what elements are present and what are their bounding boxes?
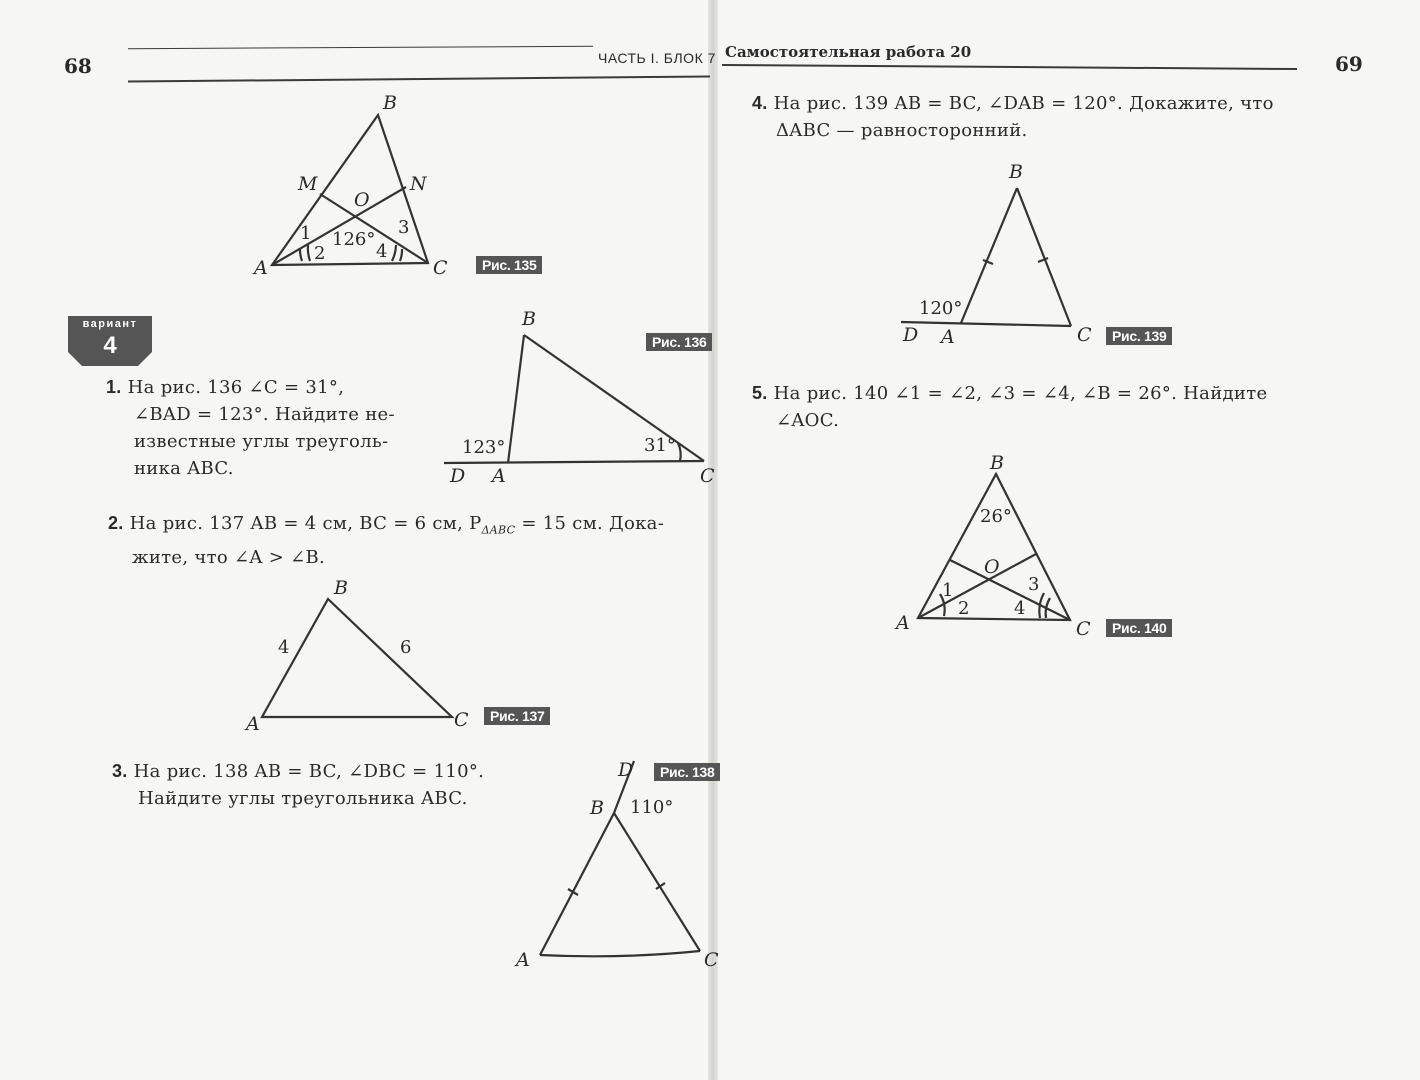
figure-140	[892, 450, 1102, 650]
fig137-label-C: C	[454, 709, 469, 731]
task-1-line-1: На рис. 136 ∠C = 31°,	[127, 377, 345, 398]
task-2-number: 2.	[108, 513, 124, 533]
fig137-side-BC: 6	[400, 637, 412, 658]
fig135-label-C: C	[433, 257, 448, 279]
task-3-line-2: Найдите углы треугольника ABC.	[138, 788, 468, 809]
fig140-angle-1: 1	[942, 580, 954, 601]
left-page-number: 68	[64, 54, 92, 78]
fig140-label-B: B	[990, 452, 1004, 474]
fig136-label-B: B	[522, 308, 536, 330]
fig135-label-O: O	[354, 189, 370, 211]
fig140-angle-2: 2	[958, 598, 970, 619]
fig136-label-C: C	[700, 465, 715, 487]
fig138-label-C: C	[704, 949, 719, 971]
fig139-label-D: D	[903, 324, 919, 346]
task-2-line-2: жите, что ∠A > ∠B.	[132, 546, 326, 568]
task-1-line-4: ника ABC.	[134, 458, 234, 479]
figure-138	[510, 755, 719, 975]
task-5-number: 5.	[752, 383, 768, 403]
fig140-angle-4: 4	[1014, 598, 1026, 619]
fig139-label-B: B	[1009, 161, 1023, 183]
fig139-angle-120: 120°	[919, 298, 963, 319]
fig136-angle-123: 123°	[462, 437, 506, 458]
right-page-number: 69	[1335, 52, 1363, 76]
task-5	[752, 380, 1364, 434]
fig137-label-B: B	[334, 577, 348, 599]
fig136-label-D: D	[450, 465, 466, 487]
task-3-number: 3.	[112, 761, 128, 781]
fig140-caption: Рис. 140	[1106, 619, 1172, 637]
task-2-line-1: На рис. 137 AB = 4 см, BC = 6 см, P	[129, 513, 482, 534]
fig135-angle-4: 4	[376, 241, 388, 262]
fig140-angle-3: 3	[1028, 574, 1040, 595]
task-5-line-2: ∠AOC.	[776, 410, 840, 431]
fig138-label-B: B	[590, 797, 604, 819]
fig139-caption: Рис. 139	[1106, 327, 1172, 345]
task-3-line-1: На рис. 138 AB = BC, ∠DBC = 110°.	[133, 761, 485, 782]
fig138-label-A: A	[516, 949, 530, 971]
task-3	[112, 758, 532, 812]
fig138-angle-110: 110°	[630, 797, 674, 818]
figure-140-drawing	[892, 450, 1102, 650]
task-1-line-3: известные углы треуголь-	[134, 431, 389, 452]
fig135-caption: Рис. 135	[476, 256, 542, 274]
fig135-angle-2: 2	[314, 243, 326, 264]
task-1-line-2: ∠BAD = 123°. Найдите не-	[134, 404, 395, 425]
fig139-label-C: C	[1077, 324, 1092, 346]
fig136-caption: Рис. 136	[646, 333, 712, 351]
fig135-label-A: A	[254, 257, 268, 279]
task-4-number: 4.	[752, 93, 768, 113]
variant-word: вариант	[82, 318, 138, 330]
fig138-caption: Рис. 138	[654, 763, 720, 781]
fig140-label-C: C	[1076, 618, 1091, 640]
fig140-label-A: A	[896, 612, 910, 634]
fig137-label-A: A	[246, 713, 260, 735]
right-running-head: Самостоятельная работа 20	[725, 43, 972, 61]
fig135-angle-1: 1	[300, 223, 312, 244]
task-5-line-1: На рис. 140 ∠1 = ∠2, ∠3 = ∠4, ∠B = 26°. Найдите	[773, 383, 1268, 404]
fig140-label-O: O	[984, 556, 1000, 578]
task-4-line-1: На рис. 139 AB = BC, ∠DAB = 120°. Докажите, что	[773, 93, 1274, 114]
task-2-line-1b: = 15 см. Дока-	[515, 513, 665, 534]
fig135-angle-3: 3	[398, 217, 410, 238]
fig135-angle-126: 126°	[332, 229, 376, 250]
fig136-label-A: A	[492, 465, 506, 487]
fig135-label-N: N	[410, 173, 427, 195]
left-running-head: ЧАСТЬ I. БЛОК 7	[598, 50, 716, 66]
task-1	[106, 374, 426, 482]
task-4-line-2: ΔABC — равносторонний.	[776, 120, 1028, 141]
task-2	[108, 510, 712, 571]
fig135-label-B: B	[383, 92, 397, 114]
fig135-label-M: M	[298, 173, 318, 195]
variant-number: 4	[103, 332, 117, 359]
fig136-angle-31: 31°	[644, 435, 676, 456]
fig137-caption: Рис. 137	[484, 707, 550, 725]
task-1-number: 1.	[106, 377, 122, 397]
task-2-subscript: ΔABC	[481, 523, 516, 537]
fig140-angle-26: 26°	[980, 506, 1012, 527]
variant-badge	[68, 316, 152, 366]
fig139-label-A: A	[941, 326, 955, 348]
task-4	[752, 90, 1364, 144]
fig138-label-D: D	[618, 759, 634, 781]
figure-138-drawing	[510, 755, 712, 975]
fig137-side-AB: 4	[278, 637, 290, 658]
